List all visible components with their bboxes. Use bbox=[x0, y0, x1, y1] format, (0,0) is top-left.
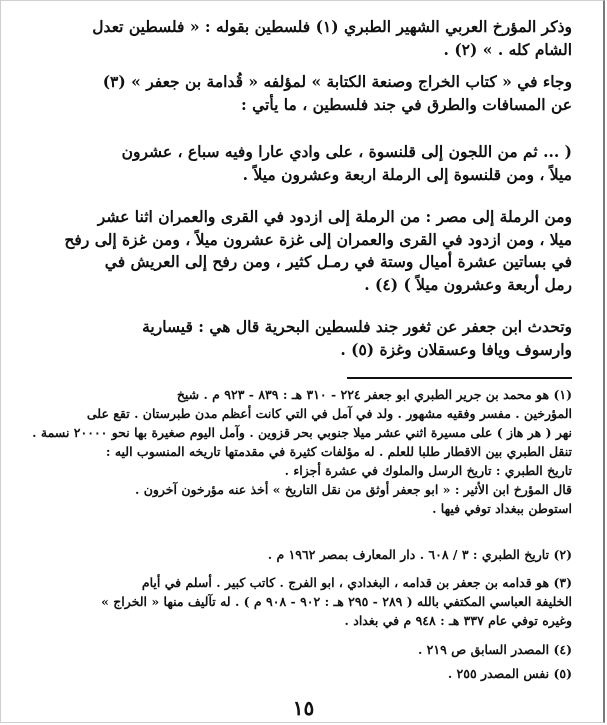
text-line: رمل أربعة وعشرون ميلاً ) (٤) . bbox=[364, 274, 572, 294]
footnote-line: المؤرخين . مفسر وفقيه مشهور . ولد في آمل في التي كانت أعظم مدن طبرستان . تقع على bbox=[86, 406, 572, 421]
footnote-line: نهر ( هر هاز ) على مسيرة اثني عشر ميلا جنوبي بحر قزوين . وآمل اليوم صغيرة بها نحو ٢٠٠٠٠ نسمة . bbox=[32, 425, 572, 440]
text-line: ميلا ، ومن ازدود في القرى والعمران إلى غزة عشرون ميلاً ، ومن غزة إلى رفح bbox=[64, 229, 572, 249]
footnote-line: الخليفة العباسي المكتفي بالله ( ٢٨٩ - ٢٩٥ هـ : ٩٠٢ - ٩٠٨ م ) . له تآليف منها « الخراج » bbox=[101, 594, 572, 609]
footnote-line: (٣) هو قدامه بن جعفر بن قدامه ، البغدادي ، ابو الفرج . كاتب كبير . أسلم في أيام bbox=[141, 575, 572, 590]
text-line: وجاء في « كتاب الخراج وصنعة الكتابة » لمؤلفه « قُدامة بن جعفر » (٣) bbox=[102, 72, 572, 91]
text-line: عن المسافات والطرق في جند فلسطين ، ما يأتي : bbox=[241, 94, 572, 114]
footnote-line: تنقل الطبري بين الاقطار طلبا للعلم . له مؤلفات كثيرة في مقدمتها تاريخه المنسوب اليه : bbox=[105, 444, 572, 459]
footnote-4 bbox=[27, 640, 572, 659]
text-line: وارسوف ويافا وعسقلان وغزة (٥) . bbox=[340, 339, 572, 359]
text-line: ومن الرملة إلى مصر : من الرملة إلى ازدود في القرى والعمران اثنا عشر bbox=[97, 207, 572, 226]
paragraph-lajjun-route bbox=[27, 141, 572, 186]
text-line: في بساتين عشرة أميال وستة في رمـل كثير ، ومن رفح إلى العريش في bbox=[104, 252, 572, 271]
paragraph-ramla-egypt-route bbox=[27, 206, 572, 296]
footnote-1 bbox=[27, 385, 572, 518]
footnote-line: (٤) المصدر السابق ص ٢١٩ . bbox=[417, 642, 572, 657]
footnote-2 bbox=[27, 545, 572, 564]
footnote-separator bbox=[347, 377, 572, 379]
text-line: ( ... ثم من اللجون إلى قلنسوة ، على وادي عارا وفيه سباع ، عشرون bbox=[121, 142, 572, 161]
text-line: ميلاً ، ومن قلنسوة إلى الرملة اربعة وعشرون ميلاً . bbox=[242, 164, 572, 184]
text-line: وتحدث ابن جعفر عن ثغور جند فلسطين البحرية قال هي : قيسارية bbox=[142, 317, 572, 336]
page-number: ١٥ bbox=[292, 696, 315, 720]
paragraph-kharaj-intro bbox=[27, 71, 572, 116]
footnote-line: قال المؤرخ ابن الأثير : « ابو جعفر أوثق من نقل التاريخ » أخذ عنه مؤرخون آخرون . bbox=[134, 482, 572, 497]
footnote-line: (٢) تاريخ الطبري : ٣ / ٦٠٨ . دار المعارف بمصر ١٩٦٢ م . bbox=[267, 547, 572, 562]
paragraph-coastal-ports bbox=[27, 316, 572, 361]
footnote-line: تاريخ الطبري : تاريخ الرسل والملوك في عشرة أجزاء . bbox=[284, 463, 572, 478]
footnote-line: (١) هو محمد بن جرير الطبري ابو جعفر ٢٢٤ - ٣١٠ هـ : ٨٣٩ - ٩٢٣ م . شيخ bbox=[176, 387, 572, 402]
footnote-3 bbox=[27, 573, 572, 630]
text-line: وذكر المؤرخ العربي الشهير الطبري (١) فلسطين بقوله : « فلسطين تعدل bbox=[92, 17, 572, 36]
footnote-line: (٥) نفس المصدر ٢٥٥ . bbox=[447, 666, 572, 681]
footnote-5 bbox=[27, 664, 572, 683]
paragraph-tabari-quote bbox=[27, 16, 572, 61]
footnote-line: استوطن ببغداد توفي فيها . bbox=[432, 501, 572, 516]
footnote-line: وغيره توفي عام ٣٣٧ هـ : ٩٤٨ م في بغداد . bbox=[344, 613, 572, 628]
text-line: الشام كله . » (٢) . bbox=[443, 39, 572, 59]
